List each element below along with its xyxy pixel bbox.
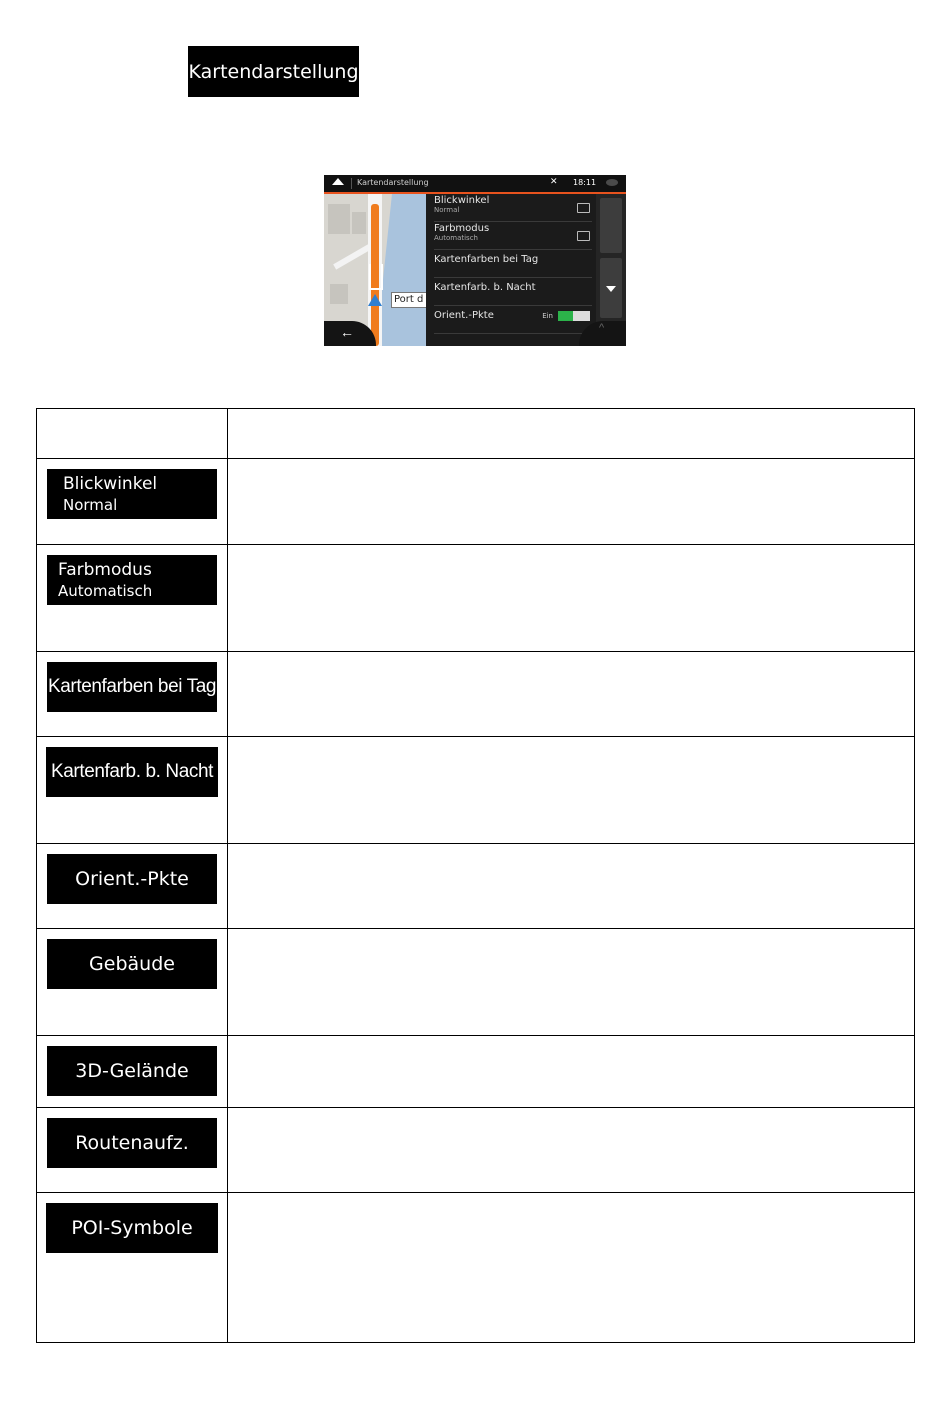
menu-item-label: Blickwinkel — [434, 195, 490, 206]
menu-item-label: Farbmodus — [434, 223, 490, 234]
table-row — [37, 737, 915, 844]
scroll-down-button[interactable] — [600, 258, 622, 318]
setting-value: Automatisch — [58, 582, 153, 600]
setting-button[interactable] — [47, 469, 217, 519]
device-clock: 18:11 — [573, 178, 597, 187]
device-screenshot — [324, 175, 626, 346]
menu-item-value: Normal — [434, 206, 460, 214]
table-row — [37, 545, 915, 652]
table-cell — [228, 652, 915, 737]
setting-button[interactable]: Orient.-Pkte — [47, 854, 217, 904]
table-cell — [37, 844, 228, 929]
setting-button[interactable]: Kartenfarb. b. Nacht — [46, 747, 218, 797]
table-row — [37, 844, 915, 929]
device-status-bar — [324, 175, 626, 194]
toggle-state: Ein — [542, 312, 553, 320]
table-cell — [37, 929, 228, 1036]
gps-off-icon: ✕ — [550, 177, 558, 187]
list-icon — [577, 203, 590, 213]
map-road — [333, 244, 371, 269]
table-row — [37, 1193, 915, 1343]
table-cell — [37, 1193, 228, 1343]
device-title: Kartendarstellung — [357, 178, 429, 187]
list-icon — [577, 231, 590, 241]
table-cell — [228, 1036, 915, 1108]
back-arrow-icon: ← — [340, 324, 354, 340]
message-icon[interactable] — [606, 179, 618, 186]
setting-button[interactable]: Gebäude — [47, 939, 217, 989]
toggle-switch[interactable] — [558, 311, 590, 321]
menu-item-label: Orient.-Pkte — [434, 310, 494, 321]
menu-item-blickwinkel[interactable] — [434, 195, 592, 222]
map-place-label: Port d — [391, 292, 426, 308]
table-header-row — [37, 409, 915, 459]
setting-button[interactable] — [47, 555, 217, 605]
page-title: Kartendarstellung — [188, 46, 359, 97]
table-cell — [37, 409, 228, 459]
setting-label: Blickwinkel — [63, 474, 158, 494]
table-cell — [37, 652, 228, 737]
map-building — [352, 212, 366, 234]
table-cell — [228, 545, 915, 652]
toggle-on-part — [558, 311, 573, 321]
table-row — [37, 459, 915, 545]
setting-button[interactable]: POI-Symbole — [46, 1203, 218, 1253]
setting-button[interactable]: Routenaufz. — [47, 1118, 217, 1168]
menu-item-label: Kartenfarben bei Tag — [434, 254, 539, 265]
table-cell — [37, 459, 228, 545]
menu-item-kartenfarben-nacht[interactable] — [434, 281, 592, 306]
table-row — [37, 652, 915, 737]
map-building — [328, 204, 350, 234]
setting-label: Farbmodus — [58, 560, 152, 580]
table-cell — [37, 545, 228, 652]
divider — [351, 178, 352, 189]
table-cell — [228, 737, 915, 844]
table-cell — [37, 1036, 228, 1108]
map-building — [330, 284, 348, 304]
menu-item-kartenfarben-tag[interactable] — [434, 253, 592, 278]
table-cell — [228, 1108, 915, 1193]
map-water — [376, 194, 426, 346]
table-cell — [37, 1108, 228, 1193]
table-row — [37, 1036, 915, 1108]
table-cell — [228, 844, 915, 929]
table-row — [37, 1108, 915, 1193]
menu-item-label: Kartenfarb. b. Nacht — [434, 282, 536, 293]
table-cell — [228, 459, 915, 545]
table-cell — [228, 409, 915, 459]
settings-table — [36, 408, 915, 1343]
menu-item-orient-pkte[interactable] — [434, 309, 592, 334]
settings-menu — [426, 194, 596, 346]
menu-up-icon[interactable] — [332, 178, 344, 185]
triangle-down-icon — [606, 286, 616, 292]
table-cell — [228, 1193, 915, 1343]
menu-item-farbmodus[interactable] — [434, 223, 592, 250]
table-cell — [37, 737, 228, 844]
scroll-up-button[interactable] — [600, 198, 622, 253]
table-cell — [228, 929, 915, 1036]
position-arrow-icon — [368, 294, 382, 306]
setting-value: Normal — [63, 496, 118, 514]
setting-button[interactable]: Kartenfarben bei Tag — [47, 662, 217, 712]
table-row — [37, 929, 915, 1036]
turn-arrow-icon — [369, 264, 383, 290]
menu-item-value: Automatisch — [434, 234, 478, 242]
chevron-up-icon: ^ — [599, 322, 605, 334]
setting-button[interactable]: 3D-Gelände — [47, 1046, 217, 1096]
